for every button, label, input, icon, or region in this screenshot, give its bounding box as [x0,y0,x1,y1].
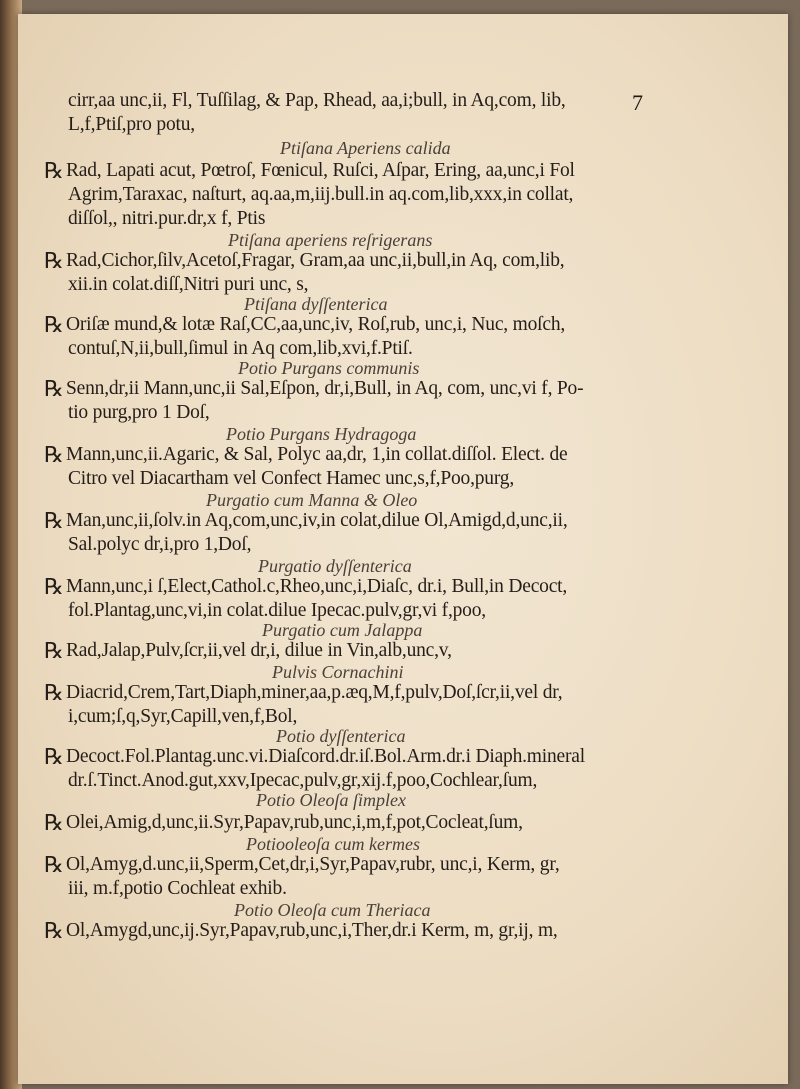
text-line: Mann,unc,ii.Agaric, & Sal, Polyc aa,dr, 1,in collat.diſſol. Elect. de [66,444,568,465]
text-line: Agrim,Taraxac, naſturt, aq.aa,m,iij.bull.in aq.com,lib,xxx,in collat, [68,184,574,205]
text-line: Ol,Amyg,d.unc,ii,Sperm,Cet,dr,i,Syr,Papav,rubr, unc,i, Kerm, gr, [66,854,560,875]
text-line: fol.Plantag,unc,vi,in colat.dilue Ipecac.pulv,gr,vi f,poo, [68,600,486,621]
text-line: contuſ,N,ii,bull,ſimul in Aq com,lib,xvi,f.Ptiſ. [68,338,413,359]
recipe-symbol: ℞ [44,810,64,835]
text-line: Sal.polyc dr,i,pro 1,Doſ, [68,534,252,555]
text-line: Senn,dr,ii Mann,unc,ii Sal,Eſpon, dr,i,Bull, in Aq, com, unc,vi f, Po- [66,378,584,399]
text-line: Oriſæ mund,& lotæ Raſ,CC,aa,unc,iv, Roſ,rub, unc,i, Nuc, moſch, [66,314,566,335]
text-line: Rad,Jalap,Pulv,ſcr,ii,vel dr,i, dilue in Vin,alb,unc,v, [66,640,452,661]
recipe-symbol: ℞ [44,744,64,769]
recipe-heading: Purgatio cum Jalappa [262,620,423,640]
recipe-symbol: ℞ [44,508,64,533]
recipe-symbol: ℞ [44,376,64,401]
text-line: Diacrid,Crem,Tart,Diaph,miner,aa,p.æq,M,f,pulv,Doſ,ſcr,ii,vel dr, [66,682,563,703]
recipe-symbol: ℞ [44,574,64,599]
recipe-symbol: ℞ [44,680,64,705]
recipe-symbol: ℞ [44,638,64,663]
recipe-heading: Purgatio cum Manna & Oleo [206,490,418,510]
text-line: Mann,unc,i ſ,Elect,Cathol.c,Rheo,unc,i,Diaſc, dr.i, Bull,in Decoct, [66,576,568,597]
recipe-symbol: ℞ [44,918,64,943]
text-line: Citro vel Diacartham vel Confect Hamec unc,s,f,Poo,purg, [68,468,515,489]
text-line: Rad,Cichor,ſilv,Acetoſ,Fragar, Gram,aa unc,ii,bull,in Aq, com,lib, [66,250,565,271]
recipe-heading: Ptiſana aperiens reſrigerans [228,230,433,250]
recipe-symbol: ℞ [44,442,64,467]
text-line: iii, m.f,potio Cochleat exhib. [68,878,287,899]
text-line: cirr,aa unc,ii, Fl, Tuſſilag, & Pap, Rhead, aa,i;bull, in Aq,com, lib, [68,90,566,111]
recipe-heading: Ptiſana dyſſenterica [244,294,388,314]
recipe-heading: Potiooleoſa cum kermes [246,834,420,854]
recipe-symbol: ℞ [44,158,64,183]
recipe-heading: Potio Oleoſa ſimplex [256,790,406,810]
recipe-heading: Pulvis Cornachini [272,662,404,682]
text-line: Rad, Lapati acut, Pœtroſ, Fœnicul, Ruſci, Aſpar, Ering, aa,unc,i Fol [66,160,575,181]
recipe-heading: Purgatio dyſſenterica [258,556,412,576]
recipe-heading: Potio dyſſenterica [276,726,406,746]
recipe-heading: Potio Purgans Hydragoga [226,424,417,444]
text-line: i,cum;ſ,q,Syr,Capill,ven,f,Bol, [68,706,298,727]
text-line: diſſol,, nitri.pur.dr,x f, Ptis [68,208,266,229]
text-line: Decoct.Fol.Plantag.unc.vi.Diaſcord.dr.iſ.Bol.Arm.dr.i Diaph.mineral [66,746,585,767]
recipe-symbol: ℞ [44,312,64,337]
page-number: 7 [632,90,643,115]
text-line: xii.in colat.diſſ,Nitri puri unc, s, [68,274,309,295]
recipe-heading: Potio Oleoſa cum Theriaca [234,900,431,920]
recipe-heading: Potio Purgans communis [238,358,420,378]
text-line: Man,unc,ii,ſolv.in Aq,com,unc,iv,in colat,dilue Ol,Amigd,d,unc,ii, [66,510,568,531]
recipe-symbol: ℞ [44,852,64,877]
text-line: dr.ſ.Tinct.Anod.gut,xxv,Ipecac,pulv,gr,xij.f,poo,Cochlear,ſum, [68,770,538,791]
text-line: Ol,Amygd,unc,ij.Syr,Papav,rub,unc,i,Ther,dr.i Kerm, m, gr,ij, m, [66,920,558,941]
book-page [18,14,788,1084]
recipe-symbol: ℞ [44,248,64,273]
text-line: Olei,Amig,d,unc,ii.Syr,Papav,rub,unc,i,m,f,pot,Cocleat,ſum, [66,812,523,833]
text-line: L,f,Ptiſ,pro potu, [68,114,195,135]
text-line: tio purg,pro 1 Doſ, [68,402,210,423]
recipe-heading: Ptiſana Aperiens calida [280,138,451,158]
